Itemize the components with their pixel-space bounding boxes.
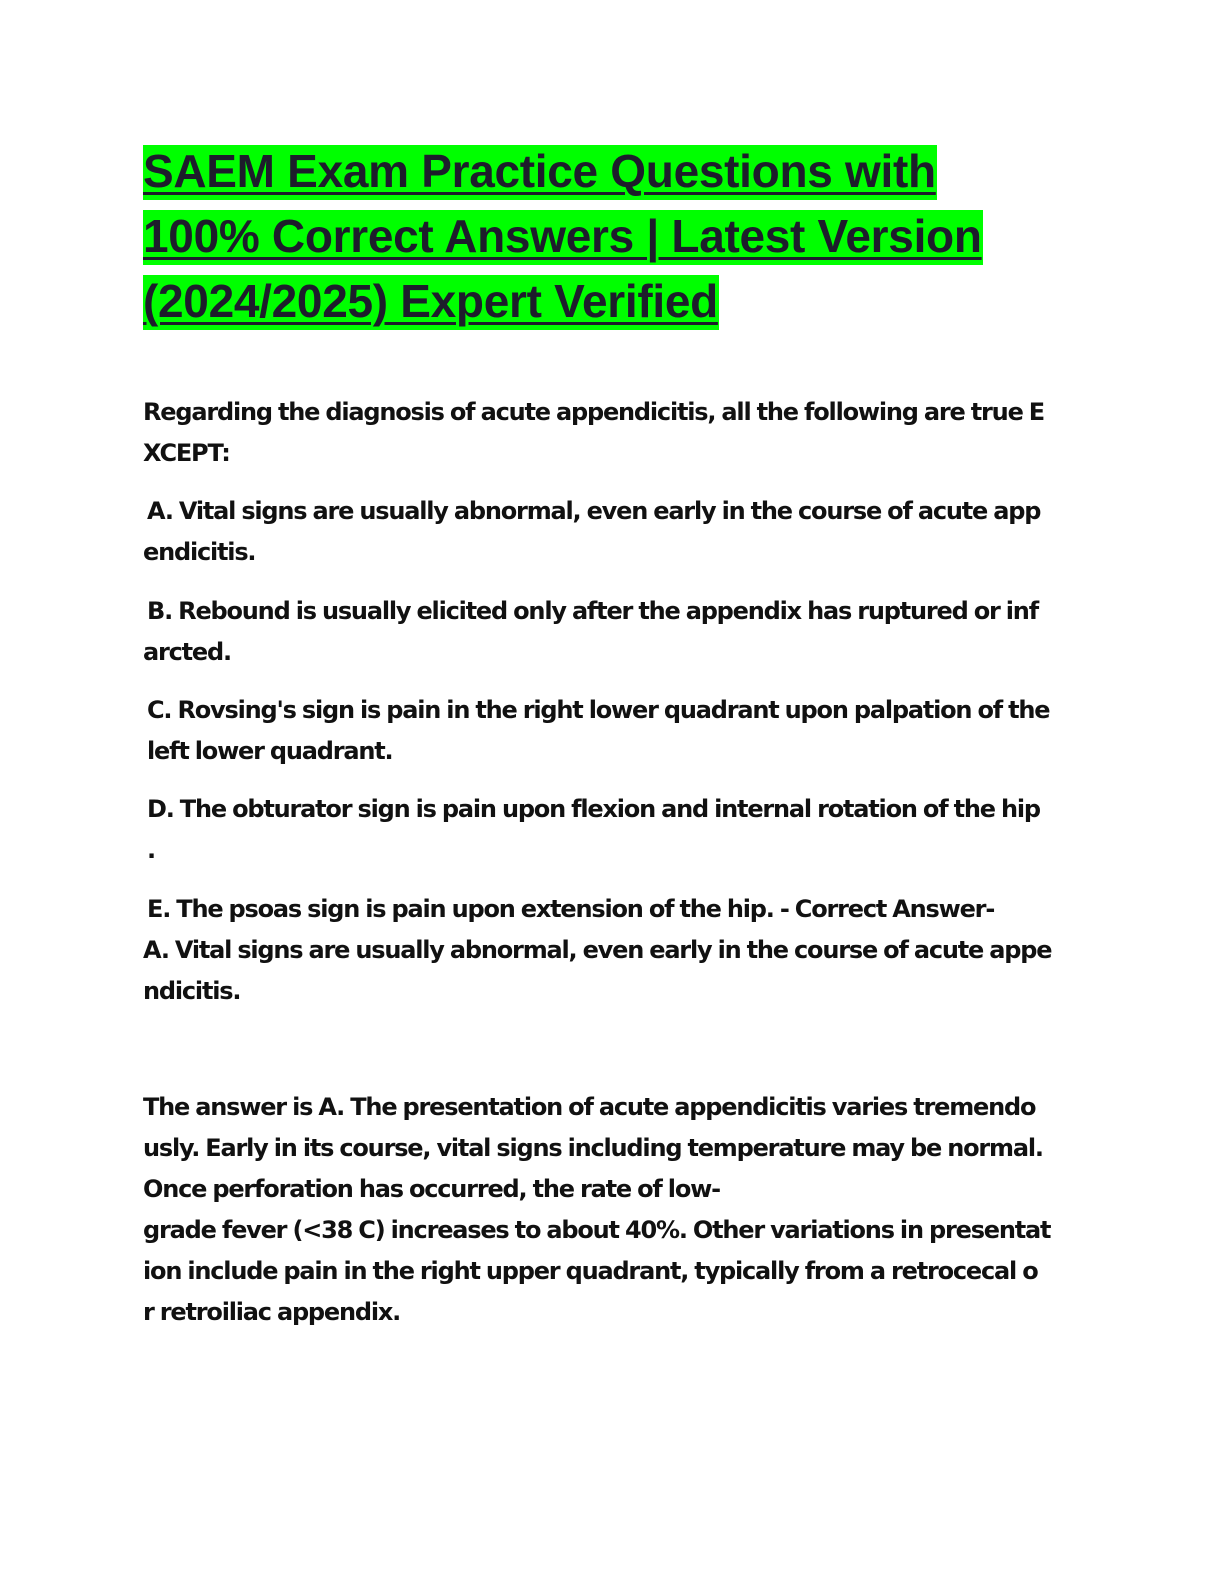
option-a: A. Vital signs are usually abnormal, even early in the course of acute app endicitis.	[143, 497, 1041, 566]
title-line: (2024/2025) Expert Verified	[143, 270, 1143, 335]
answer-explanation: The answer is A. The presentation of acute appendicitis varies tremendo usly. Early in its course, vital signs including temperature may be normal. Once perforation has occurred, the rate of low- grade fever (<38 C) increases to about 40%. Other variations in presentat ion include pain in the right upper quadrant, typically from a retrocecal o r retroiliac appendix.	[143, 1093, 1051, 1326]
option-c: C. Rovsing's sign is pain in the right lower quadrant upon palpation of the left lower quadrant.	[147, 696, 1050, 765]
title-line: 100% Correct Answers | Latest Version	[143, 205, 1143, 270]
question-stem: Regarding the diagnosis of acute appendicitis, all the following are true E XCEPT:	[143, 398, 1045, 467]
document-title	[143, 140, 1143, 335]
title-line: SAEM Exam Practice Questions with	[143, 140, 1143, 205]
option-b: B. Rebound is usually elicited only after the appendix has ruptured or inf arcted.	[143, 597, 1038, 666]
correct-answer: A. Vital signs are usually abnormal, even early in the course of acute appe ndicitis.	[143, 936, 1052, 1005]
option-e: E. The psoas sign is pain upon extension of the hip. - Correct Answer-	[147, 895, 995, 923]
option-d: D. The obturator sign is pain upon flexion and internal rotation of the hip .	[147, 795, 1040, 864]
